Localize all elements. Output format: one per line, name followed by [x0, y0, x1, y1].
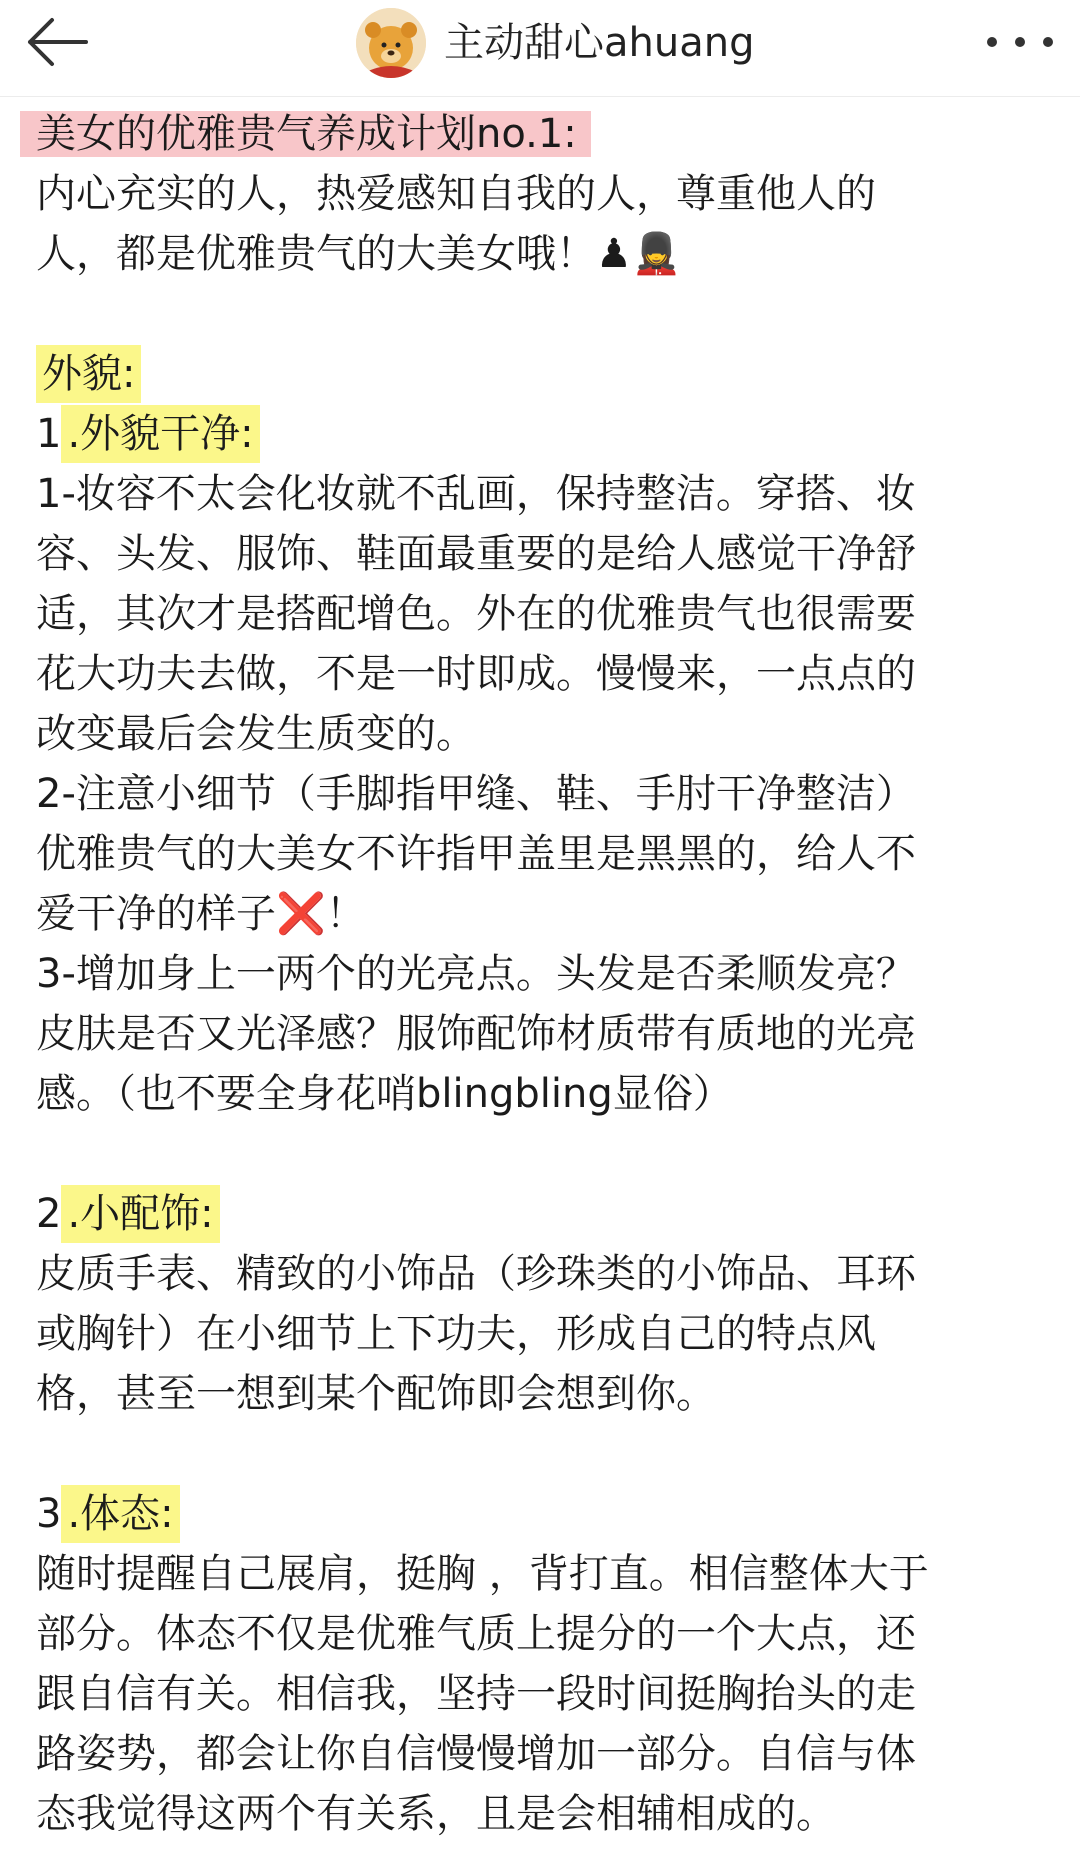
section-heading-highlight: 外貌: [36, 345, 141, 403]
subheading-label: .外貌干净: [61, 405, 259, 463]
paragraph-line: 随时提醒自己展肩，挺胸 ，背打直。相信整体大于 [36, 1551, 929, 1597]
spacer [36, 284, 1052, 344]
paragraph-line: 感。（也不要全身花哨blingbling显俗） [36, 1071, 733, 1117]
paragraph-line: 皮质手表、精致的小饰品（珍珠类的小饰品、耳环 [36, 1251, 916, 1297]
subheading-accessories [36, 1184, 1052, 1244]
subheading-posture [36, 1484, 1052, 1544]
bear-avatar-icon [356, 8, 426, 78]
post-title [36, 104, 1052, 164]
back-button[interactable] [26, 12, 106, 76]
paragraph-line: 路姿势，都会让你自信慢慢增加一部分。自信与体 [36, 1731, 916, 1777]
paragraph-line: 态我觉得这两个有关系，且是会相辅相成的。 [36, 1791, 836, 1837]
subheading-number: 3 [36, 1491, 62, 1537]
paragraph-line: 3-增加身上一两个的光亮点。头发是否柔顺发亮？ [36, 951, 916, 997]
more-dots-icon [978, 26, 1062, 60]
intro-line: 内心充实的人，热爱感知自我的人，尊重他人的 [36, 171, 876, 217]
paragraph-line: 容、头发、服饰、鞋面最重要的是给人感觉干净舒 [36, 531, 916, 577]
paragraph-line: 或胸针）在小细节上下功夫，形成自己的特点风 [36, 1311, 876, 1357]
paragraph-line: 适，其次才是搭配增色。外在的优雅贵气也很需要 [36, 591, 916, 637]
subheading-number: 2 [36, 1191, 62, 1237]
spacer [36, 1424, 1052, 1484]
paragraph-line: 皮肤是否又光泽感？服饰配饰材质带有质地的光亮 [36, 1011, 916, 1057]
intro-line: 人，都是优雅贵气的大美女哦！♟💂‍♀️ [36, 231, 682, 277]
subheading-appearance-clean [36, 404, 1052, 464]
post-title-highlight: 美女的优雅贵气养成计划no.1: [20, 111, 591, 157]
top-bar [0, 0, 1080, 97]
paragraph-line: 跟自信有关。相信我，坚持一段时间挺胸抬头的走 [36, 1671, 916, 1717]
paragraph-line: 1-妆容不太会化妆就不乱画，保持整洁。穿搭、妆 [36, 471, 916, 517]
subheading-label: .体态: [61, 1485, 179, 1543]
avatar[interactable] [356, 8, 426, 78]
subheading-label: .小配饰: [61, 1185, 219, 1243]
username[interactable]: 主动甜心ahuang [444, 20, 755, 66]
section-heading [36, 344, 1052, 404]
paragraph-line: 格，甚至一想到某个配饰即会想到你。 [36, 1371, 716, 1417]
paragraph-line: 优雅贵气的大美女不许指甲盖里是黑黑的，给人不 [36, 831, 916, 877]
arrow-left-icon [26, 12, 106, 76]
paragraph-line: 爱干净的样子❌！ [36, 891, 366, 937]
subheading-number: 1 [36, 411, 62, 457]
spacer [36, 1124, 1052, 1184]
paragraph-line: 2-注意小细节（手脚指甲缝、鞋、手肘干净整洁） [36, 771, 916, 817]
more-button[interactable] [978, 26, 1062, 60]
paragraph-line: 花大功夫去做，不是一时即成。慢慢来，一点点的 [36, 651, 916, 697]
paragraph-line: 改变最后会发生质变的。 [36, 711, 476, 757]
paragraph-line: 部分。体态不仅是优雅气质上提分的一个大点，还 [36, 1611, 916, 1657]
post-body [36, 104, 1052, 1844]
